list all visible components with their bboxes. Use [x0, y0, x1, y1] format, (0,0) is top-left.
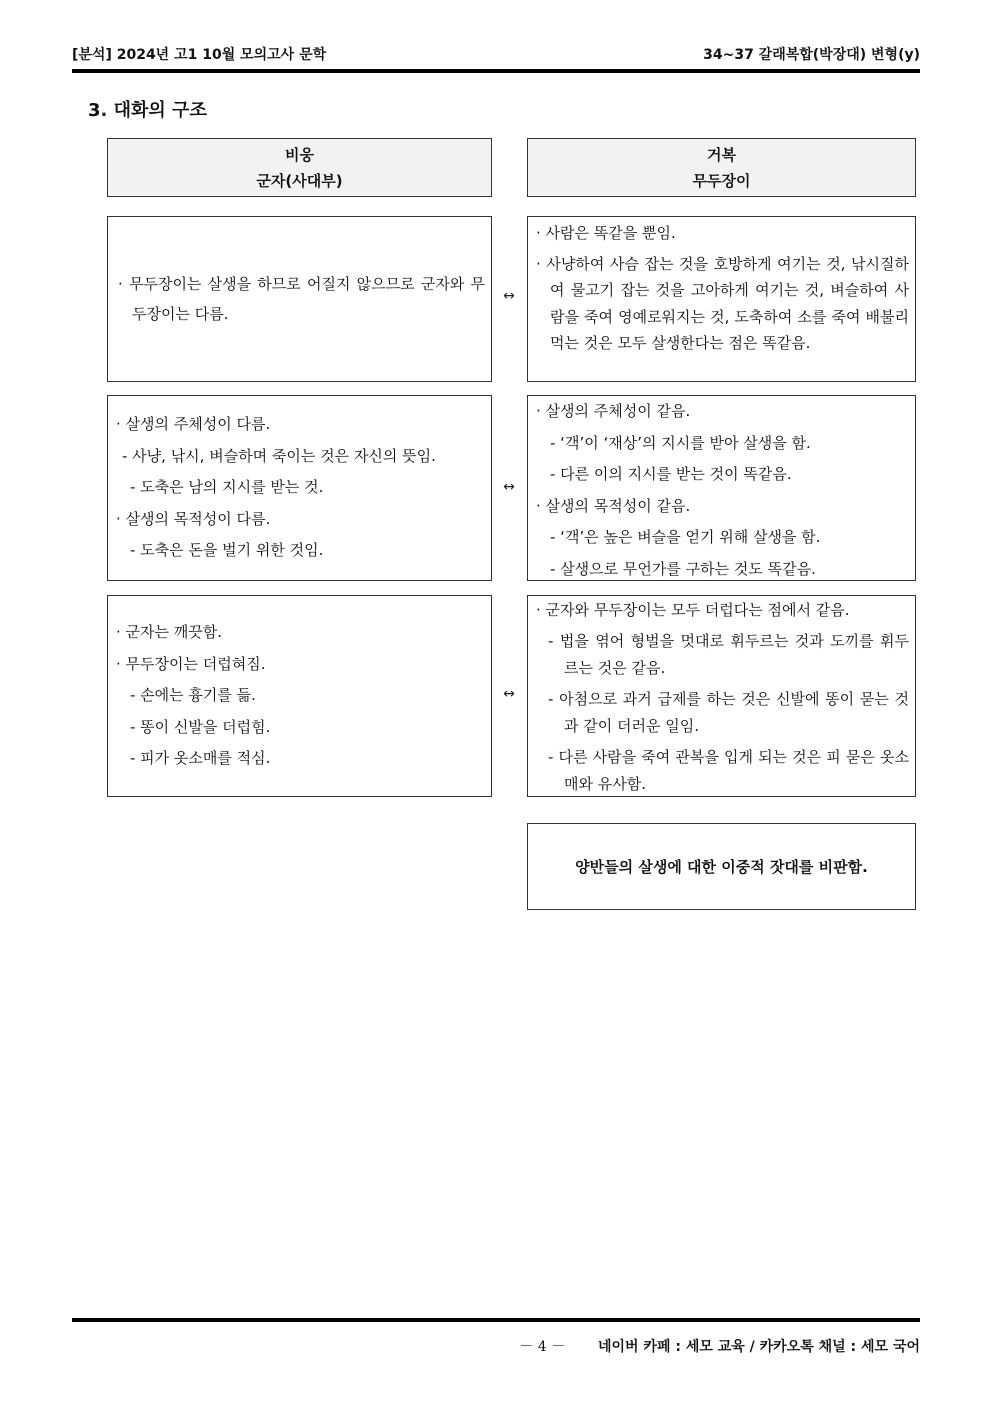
footer-rule [72, 1318, 920, 1322]
row1-left-box [107, 216, 492, 382]
row3-left-line2: · 무두장이는 더럽혀짐. [116, 654, 266, 673]
page-number: － 4 － [519, 1339, 566, 1355]
row3-left-line1: · 군자는 깨끗함. [116, 623, 223, 642]
row1-right-line2: · 사냥하여 사슴 잡는 것을 호방하게 여기는 것, 낚시질하여 물고기 잡는 것을 고아하게 여기는 것, 벼슬하여 사람을 죽여 영예로워지는 것, 도축하여 소를 죽여 배불리 먹는 것은 모두 살생한다는 점은 똑같음. [536, 254, 909, 352]
row2-right-line6: - 살생으로 무언가를 구하는 것도 똑같음. [550, 559, 816, 578]
page-header-right: 34~37 갈래복합(박장대) 변형(y) [703, 47, 920, 63]
section-title: 3. 대화의 구조 [88, 100, 207, 121]
row3-right-line1: · 군자와 무두장이는 모두 더럽다는 점에서 같음. [536, 601, 850, 619]
row2-right-line5: - ‘객’은 높은 벼슬을 얻기 위해 살생을 함. [550, 528, 821, 547]
header-rule [72, 69, 920, 73]
row1-right-line1: · 사람은 똑같을 뿐임. [536, 224, 676, 242]
row3-right-line3: - 아첨으로 과거 급제를 하는 것은 신발에 똥이 묻는 것과 같이 더러운 일임. [548, 690, 909, 735]
row2-right-line4: · 살생의 목적성이 같음. [536, 496, 691, 515]
conclusion-box [527, 823, 916, 910]
footer [519, 1336, 920, 1356]
row3-right-line4: - 다른 사람을 죽여 관복을 입게 되는 것은 피 묻은 옷소매와 유사함. [548, 748, 909, 793]
row1-arrow: ↔ [503, 288, 515, 304]
row2-right-line1: · 살생의 주체성이 같음. [536, 402, 691, 420]
row2-left-box [107, 395, 492, 581]
column-header-right [527, 138, 916, 197]
row2-left-line4: · 살생의 목적성이 다름. [116, 509, 271, 528]
column-header-right-speaker: 거복 [707, 145, 736, 164]
row3-right-line2: - 법을 엮어 형벌을 멋대로 휘두르는 것과 도끼를 휘두르는 것은 같음. [548, 632, 909, 677]
row1-right-box [527, 216, 916, 382]
row2-right-line2: - ‘객’이 ‘재상’의 지시를 받아 살생을 함. [550, 433, 811, 452]
row3-right-box [527, 595, 916, 797]
page-header-left: [분석] 2024년 고1 10월 모의고사 문학 [72, 47, 327, 63]
footer-text: 네이버 카페 : 세모 교육 / 카카오톡 채널 : 세모 국어 [597, 1339, 920, 1355]
row3-left-line5: - 피가 옷소매를 적심. [130, 749, 271, 768]
row3-left-box [107, 595, 492, 797]
conclusion-text: 양반들의 살생에 대한 이중적 잣대를 비판함. [575, 858, 868, 876]
row2-left-line2: - 사냥, 낚시, 벼슬하며 죽이는 것은 자신의 뜻임. [122, 446, 436, 465]
row3-left-line4: - 똥이 신발을 더럽힘. [130, 717, 271, 736]
row2-right-line3: - 다른 이의 지시를 받는 것이 똑같음. [550, 465, 792, 484]
row3-left-line3: - 손에는 흉기를 듦. [130, 686, 256, 705]
row2-left-line3: - 도축은 남의 지시를 받는 것. [130, 478, 324, 497]
row1-left-text: · 무두장이는 살생을 하므로 어질지 않으므로 군자와 무두장이는 다름. [118, 275, 485, 323]
column-header-left-speaker: 비웅 [285, 145, 314, 164]
row2-arrow: ↔ [503, 479, 515, 495]
row2-right-box [527, 395, 916, 581]
row2-left-line5: - 도축은 돈을 벌기 위한 것임. [130, 541, 324, 560]
row3-arrow: ↔ [503, 686, 515, 702]
column-header-right-role: 무두장이 [692, 171, 751, 190]
column-header-left [107, 138, 492, 197]
column-header-left-role: 군자(사대부) [256, 171, 343, 190]
row2-left-line1: · 살생의 주체성이 다름. [116, 415, 271, 434]
